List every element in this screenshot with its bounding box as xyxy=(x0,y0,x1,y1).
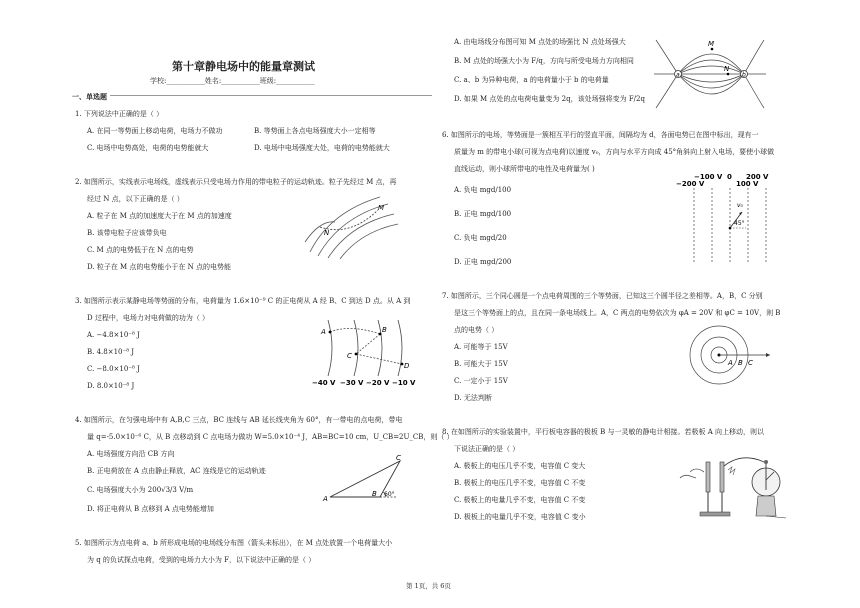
q8-option-a: A. 极板上的电压几乎不变，电容值 C 变大 xyxy=(454,462,586,470)
q2-field-line-figure xyxy=(300,192,400,260)
q4-option-c: C. 电场强度大小为 200√3/3 V/m xyxy=(87,486,194,494)
student-info-line: 学校:___________姓名:___________班级:___________ xyxy=(150,77,315,85)
q7-stem-line2: 是这三个等势面上的点，且在同一条电场线上。A，C 两点的电势依次为 φA = 20V 和 φC = 10V，则 B xyxy=(454,309,781,317)
q3-stem-line2: D 过程中，电场力对电荷做的功为（ ） xyxy=(87,314,210,322)
q3-label-d: D xyxy=(404,362,410,370)
q1-option-a: A. 在同一等势面上移动电荷，电场力不做功 xyxy=(87,127,223,135)
q6-option-c: C. 负电 mgd/20 xyxy=(454,234,507,242)
q6-stem-line1: 6. 如图所示的电场，等势面是一簇相互平行的竖直平面，间隔均为 d，各面电势已在图中标出，现有一 xyxy=(442,131,759,139)
q2-option-c: C. M 点的电势低于在 N 点的电势 xyxy=(87,246,194,254)
q3-label-c: C xyxy=(347,352,352,360)
q3-potential-2: −30 V xyxy=(340,379,364,387)
page-title: 第十章静电场中的能量章测试 xyxy=(172,60,315,73)
q8-capacitor-electrometer-figure xyxy=(676,448,790,522)
q2-label-n: N xyxy=(324,229,330,237)
q6-potential-neg100: −100 V xyxy=(694,173,723,181)
q6-option-d: D. 正电 mgd/200 xyxy=(454,258,512,266)
q5-label-a: a xyxy=(676,71,680,79)
q1-option-d: D. 电场中电场强度大处，电荷的电势能就大 xyxy=(254,144,390,152)
q4-label-b: B xyxy=(372,490,377,498)
q7-stem-line3: 点的电势（ ） xyxy=(454,326,499,334)
q4-option-d: D. 将正电荷从 B 点移到 A 点电势能增加 xyxy=(87,505,214,513)
q8-stem-line2: 下说法正确的是（ ） xyxy=(454,445,520,453)
q4-angle-label: 60° xyxy=(384,491,395,498)
q8-stem-line1: 8. 在如图所示的实验装置中，平行板电容器的极板 B 与一灵敏的静电计相接。若极板 A 向上移动，则以 xyxy=(442,428,765,436)
q6-v0-label: v₀ xyxy=(737,202,743,209)
q3-option-d: D. 8.0×10⁻⁸ J xyxy=(87,382,135,390)
q8-option-c: C. 极板上的电量几乎不变，电容值 C 不变 xyxy=(454,496,586,504)
q5-stem-line2: 为 q 的负试探点电荷，受到的电场力大小为 F，以下说法中正确的是（ ） xyxy=(87,556,316,564)
q3-option-a: A. −4.8×10⁻⁸ J xyxy=(87,331,140,339)
q1-option-c: C. 电场中电势高处，电荷的电势能就大 xyxy=(87,144,209,152)
q3-option-c: C. −8.0×10⁻⁸ J xyxy=(87,365,140,373)
q6-potential-100: 100 V xyxy=(736,180,759,188)
q3-stem-line1: 3. 如图所示表示某静电场等势面的分布，电荷量为 1.6×10⁻⁹ C 的正电荷从 A 经 B、C 到达 D 点。从 A 到 xyxy=(75,297,411,305)
q6-stem-line2: 质量为 m 的带电小球(可视为点电荷)以速度 v₀，方向与水平方向成 45°角斜向上射入电场，要使小球做 xyxy=(454,148,775,156)
q4-option-b: B. 正电荷放在 A 点由静止释放，AC 连线是它的运动轨迹 xyxy=(87,467,266,475)
q4-triangle-figure xyxy=(322,455,412,503)
q5-option-a: A. 由电场线分布图可知 M 点处的场强比 N 点处场强大 xyxy=(454,38,626,46)
q6-option-b: B. 正电 mgd/100 xyxy=(454,210,512,218)
q7-concentric-circles-figure xyxy=(686,322,776,388)
q8-option-b: B. 极板上的电压几乎不变，电容值 C 不变 xyxy=(454,479,586,487)
section-heading: 一、单选题 xyxy=(72,92,110,102)
q4-label-a: A xyxy=(323,495,328,503)
q4-label-c: C xyxy=(396,455,401,462)
q7-label-b: B xyxy=(738,359,743,367)
q6-parallel-field-figure xyxy=(676,172,772,264)
q3-potential-1: −40 V xyxy=(312,379,336,387)
q6-potential-200: 200 V xyxy=(746,173,769,181)
q7-stem-line1: 7. 如图所示，三个同心圆是一个点电荷周围的三个等势面，已知这三个圆半径之差相等。A，B，C 分别 xyxy=(442,292,763,300)
q5-stem-line1: 5. 如图所示为点电荷 a、b 所形成电场的电场线分布图（箭头未标出），在 M 点处放置一个电荷量大小 xyxy=(75,539,393,547)
q1-stem: 1. 下列说法中正确的是（ ） xyxy=(75,110,164,118)
q3-equipotential-figure xyxy=(310,318,422,388)
q7-label-a: A xyxy=(728,359,733,367)
q5-label-n: N xyxy=(724,65,730,73)
q8-option-d: D. 极板上的电量几乎不变，电容值 C 变小 xyxy=(454,513,586,521)
q5-option-c: C. a、b 为异种电荷，a 的电荷量小于 b 的电荷量 xyxy=(454,76,609,84)
q2-option-b: B. 该带电粒子应该带负电 xyxy=(87,229,167,237)
q5-label-m: M xyxy=(708,40,715,48)
q5-label-b: b xyxy=(742,71,746,79)
q3-label-b: B xyxy=(382,326,387,334)
q3-potential-3: −20 V xyxy=(366,379,390,387)
q6-option-a: A. 负电 mgd/100 xyxy=(454,186,512,194)
q5-option-d: D. 如果 M 点处的点电荷电量变为 2q，该处场强将变为 F/2q xyxy=(454,95,645,103)
q2-label-m: M xyxy=(378,204,385,212)
q2-stem-line2: 经过 N 点，以下正确的是（ ） xyxy=(87,195,184,203)
q2-option-a: A. 粒子在 M 点的加速度大于在 M 点的加速度 xyxy=(87,212,232,220)
q4-stem-line2: 量 q=-5.0×10⁻⁶ C，从 B 点移动到 C 点电场力做功 W=5.0×10⁻⁴ J，AB=BC=10 cm，U_CB=2U_CB，则（ ） xyxy=(87,433,454,441)
q7-option-c: C. 一定小于 15V xyxy=(454,377,508,385)
q7-option-b: B. 可能大于 15V xyxy=(454,360,508,368)
q3-potential-4: −10 V xyxy=(392,379,416,387)
q6-potential-0: 0 xyxy=(727,173,732,181)
q4-stem-line1: 4. 如图所示，在匀强电场中有 A,B,C 三点，BC 连线与 AB 延长线夹角为 60°，有一带电的点电荷，带电 xyxy=(75,416,403,424)
q5-dipole-figure xyxy=(652,36,768,112)
page-footer: 第 1页，共 6页 xyxy=(406,582,451,590)
q2-stem-line1: 2. 如图所示，实线表示电场线，虚线表示只受电场力作用的带电粒子的运动轨迹。粒子先经过 M 点，再 xyxy=(75,178,397,186)
q2-option-d: D. 粒子在 M 点的电势能小于在 N 点的电势能 xyxy=(87,263,232,271)
q3-label-a: A xyxy=(321,328,326,336)
q6-stem-line3: 直线运动，则小球所带电的电性及电荷量为( ) xyxy=(454,165,595,173)
q6-angle-label: 45° xyxy=(734,220,745,227)
q1-option-b: B. 等势面上各点电场强度大小一定相等 xyxy=(254,127,376,135)
q7-label-c: C xyxy=(748,359,753,367)
q3-option-b: B. 4.8×10⁻⁸ J xyxy=(87,348,135,356)
q4-option-a: A. 电场强度方向沿 CB 方向 xyxy=(87,450,175,458)
q6-potential-neg200: −200 V xyxy=(676,180,705,188)
q5-option-b: B. M 点处的场强大小为 F/q，方向与所受电场力方向相同 xyxy=(454,57,634,65)
q7-option-a: A. 可能等于 15V xyxy=(454,343,508,351)
section-divider xyxy=(72,95,432,96)
q7-option-d: D. 无法判断 xyxy=(454,394,492,402)
